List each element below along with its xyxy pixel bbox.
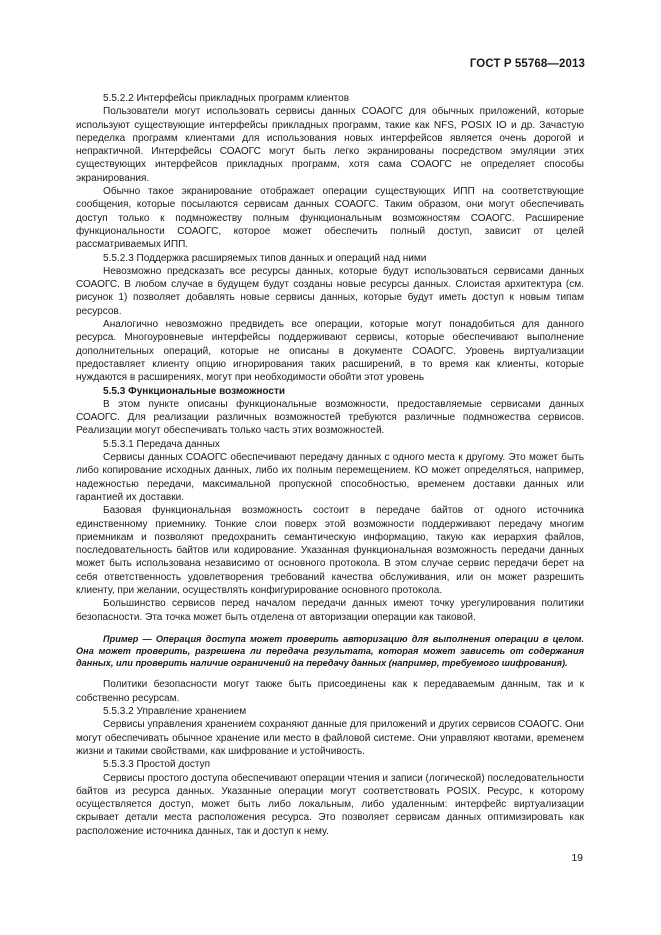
body-paragraph: Сервисы управления хранением сохраняют данные для приложений и других сервисов СОАОГС. Они могут обеспечивать обычное хранение или место в файловой системе. Они управляют квотами, временем жизни и такими свойствами, как шифрование и устойчивость. [76, 719, 584, 757]
section-heading-bold: 5.5.3 Функциональные возможности [103, 385, 286, 397]
body-paragraph: В этом пункте описаны функциональные возможности, предоставляемые сервисами данных СОАОГС. Для реализации различных возможностей требуются различные подмножества сервисов. Реализации могут обеспечивать только часть этих возможностей. [76, 398, 584, 437]
body-paragraph: Политики безопасности могут также быть присоединены как к передаваемым данным, так и к собственно ресурсам. [76, 679, 584, 704]
page-number: 19 [571, 852, 583, 864]
page-body [76, 92, 584, 838]
body-paragraph: Невозможно предсказать все ресурсы данных, которые будут использоваться сервисами данных СОАОГС. В любом случае в будущем будут созданы новые ресурсы данных. Слоистая архитектура (см. рисунок 1) позволяет добавлять новые сервисы данных, которые будут иметь доступ к новым типам ресурсов. [76, 265, 584, 317]
document-code: ГОСТ Р 55768—2013 [469, 58, 585, 70]
section-heading: 5.5.3.2 Управление хранением [103, 706, 247, 718]
section-heading: 5.5.3.3 Простой доступ [103, 759, 211, 771]
example-note: Пример — Операция доступа может проверить авторизацию для выполнения операции в целом. Она может проверить, разрешена ли передача результата, которая может зависеть от содержания данных, или проверить наличие ограничений на передачу данных (например, требуемого шифрования). [76, 633, 584, 669]
body-paragraph: Сервисы данных СОАОГС обеспечивают передачу данных с одного места к другому. Это может быть либо копирование исходных данных, либо их полным перемещением. КО может определяться, например, надежностью передачи, максимальной пропускной способностью, временем доставки данных или гарантией их доставки. [76, 452, 584, 503]
body-paragraph: Пользователи могут использовать сервисы данных СОАОГС для обычных приложений, которые используют существующие интерфейсы прикладных программ, такие как NFS, POSIX IO и др. Зачастую переделка программ клиентами для использования новых интерфейсов является очень дорогой и непрактичной. Интерфейсы СОАОГС могут быть легко экранированы посредством эмуляции этих существующих интерфейсов прикладных программ, хотя сама СОАОГС не определяет способы экранирования. [76, 106, 584, 184]
body-paragraph: Сервисы простого доступа обеспечивают операции чтения и записи (логической) последовательности байтов из ресурса данных. Указанные операции могут соответствовать POSIX. Ресурс, к которому осуществляется доступ, может быть либо локальным, либо удаленным: интерфейс виртуализации скрывает детали места расположения ресурса. Это позволяет сервисам данных оптимизировать как расположение источника данных, так и доступ к нему. [76, 772, 584, 837]
body-paragraph: Аналогично невозможно предвидеть все операции, которые могут понадобиться для данного ресурса. Многоуровневые интерфейсы поддерживают сервисы, которые обеспечивают выполнение дополнительных операций, которые не описаны в документе СОАОГС. Уровень виртуализации предоставляет клиенту опцию игнорирования таких расширений, в то время как клиенты, которые нуждаются в расширениях, могут при необходимости обойти этот уровень [76, 319, 584, 384]
section-heading: 5.5.2.2 Интерфейсы прикладных программ клиентов [103, 93, 350, 104]
body-paragraph: Базовая функциональная возможность состоит в передаче байтов от одного источника единственному приемнику. Тонкие слои поверх этой возможности поддерживают передачу многим приемникам и позволяют предохранить семантическую информацию, такую как иерархия файлов, последовательность байтов или кодирование. Указанная функциональная возможность передачи данных может быть использована независимо от основного протокола. В этом случае сервис передачи берет на себя ответственность удовлетворения требований качества обслуживания, или он может разрешить клиенту, при желании, осуществлять конфигурирование основного протокола. [76, 505, 584, 596]
body-paragraph: Обычно такое экранирование отображает операции существующих ИПП на соответствующие сообщения, которые посылаются сервисам данных СОАОГС. Таким образом, они могут обеспечивать доступ только к подмножеству полным функциональным возможностям СОАОГС. Расширение функциональности СОАОГС, которое может обеспечить полный доступ, зависит от целей рассматриваемых ИПП. [76, 186, 584, 251]
section-heading: 5.5.2.3 Поддержка расширяемых типов данных и операций над ними [103, 252, 427, 264]
body-paragraph: Большинство сервисов перед началом передачи данных имеют точку урегулирования политики безопасности. Эта точка может быть отделена от авторизации операции как таковой. [76, 598, 584, 623]
section-heading: 5.5.3.1 Передача данных [103, 438, 220, 450]
